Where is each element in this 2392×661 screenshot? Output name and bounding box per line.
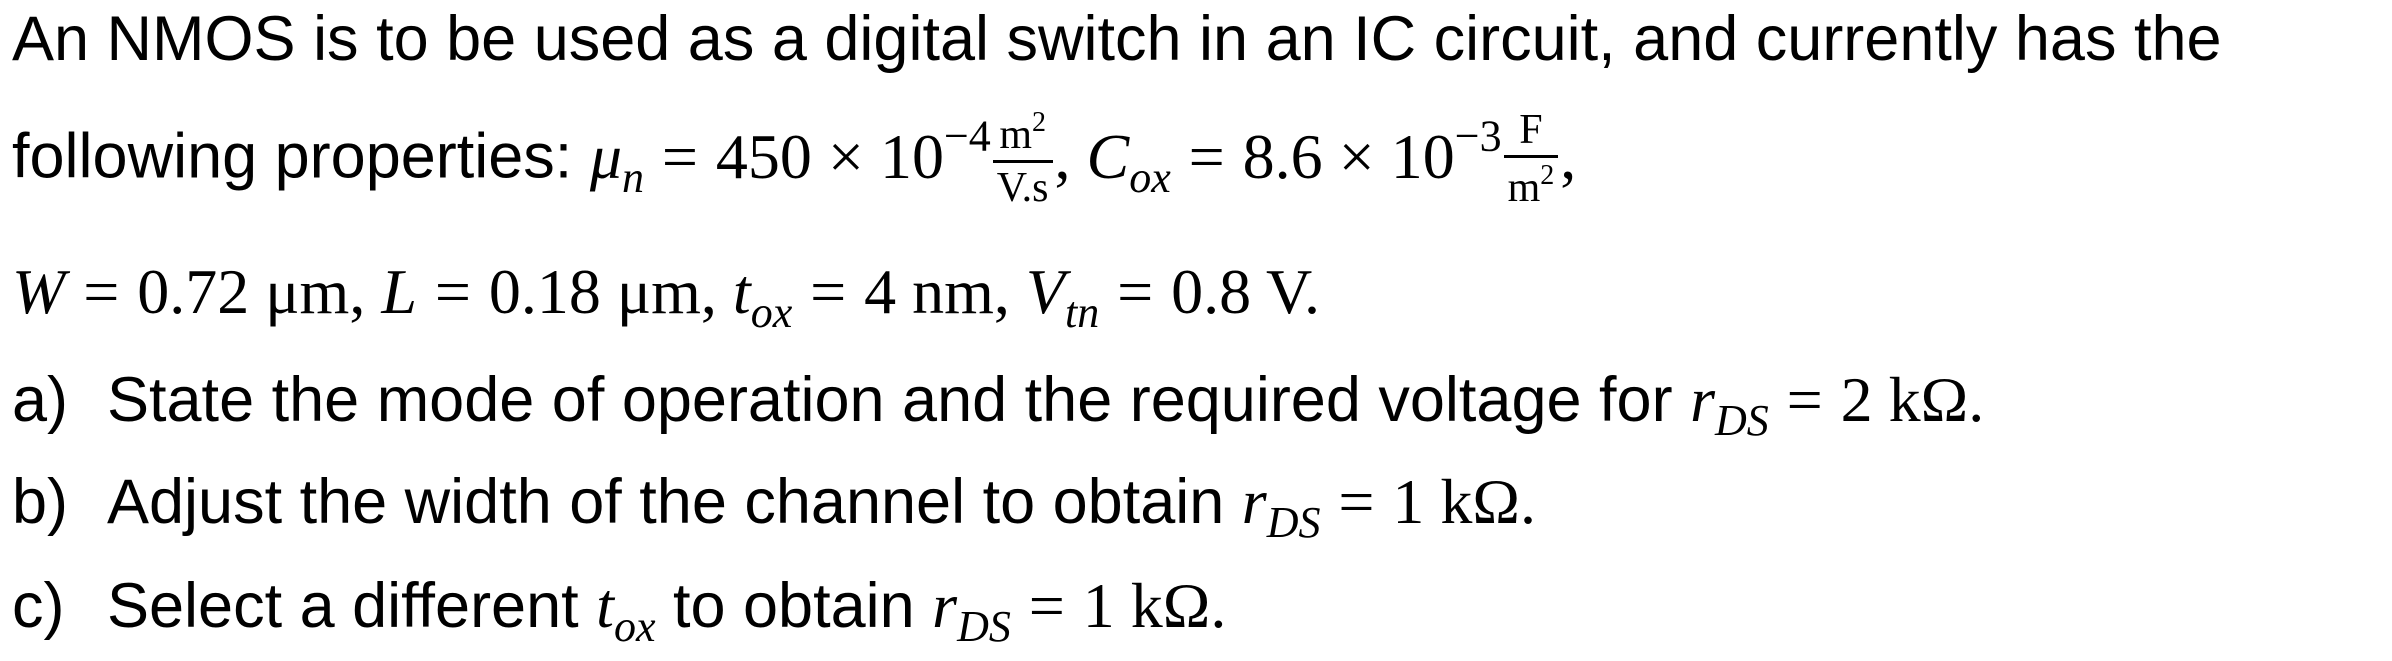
rds-subscript: DS: [957, 602, 1011, 652]
tox-expression: [596, 570, 656, 652]
equals-sign: =: [1786, 364, 1823, 435]
rds-subscript: DS: [1266, 498, 1321, 548]
cox-unit-fraction: [1504, 108, 1559, 210]
question-label: a): [12, 365, 69, 435]
equals-sign: =: [1028, 570, 1065, 641]
equals-sign: =: [83, 256, 120, 327]
rds-expression: [1241, 466, 1536, 548]
cox-unit-exp: 2: [1540, 160, 1555, 192]
vtn-value: 0.8 V.: [1171, 256, 1320, 327]
equals-sign: =: [434, 256, 471, 327]
intro-line-1: [12, 4, 2222, 74]
tox-subscript: ox: [750, 288, 793, 338]
tox-value: 4 nm,: [864, 256, 1026, 327]
question-text-before: Select a different: [107, 571, 597, 641]
question-text: State the mode of operation and the required voltage for: [107, 365, 1691, 435]
properties-label: following properties:: [12, 121, 590, 192]
width-value: 0.72 μm,: [137, 256, 382, 327]
mobility-unit-fraction: [993, 108, 1053, 210]
intro-text: An NMOS is to be used as a digital switch in an IC circuit, and currently has the: [12, 4, 2222, 74]
mobility-symbol: μ: [589, 120, 622, 192]
question-label: b): [12, 467, 69, 537]
rds-expression: [932, 570, 1227, 652]
cox-exponent: −3: [1454, 111, 1502, 161]
cox-unit-denominator: [1504, 158, 1559, 210]
rds-symbol: r: [932, 570, 958, 641]
equals-sign: =: [661, 120, 698, 192]
cox-subscript: ox: [1129, 152, 1171, 202]
mobility-unit-m: m: [999, 111, 1032, 158]
length-value: 0.18 μm,: [488, 256, 733, 327]
separator-comma-2: ,: [1560, 120, 1577, 192]
cox-unit-numerator: F: [1504, 108, 1559, 158]
mobility-unit-numerator: [993, 108, 1053, 163]
rds-value: 1 kΩ.: [1392, 466, 1536, 537]
rds-subscript: DS: [1714, 396, 1769, 446]
question-label: c): [12, 571, 65, 641]
rds-value: 2 kΩ.: [1840, 364, 1985, 435]
rds-symbol: r: [1241, 466, 1267, 537]
cox-value: 8.6 × 10: [1242, 120, 1455, 192]
mobility-exponent: −4: [943, 111, 991, 161]
equals-sign: =: [1188, 120, 1225, 192]
separator-comma: ,: [1054, 120, 1087, 192]
question-text: Adjust the width of the channel to obtain: [107, 467, 1242, 537]
length-symbol: L: [381, 256, 417, 327]
mobility-unit-denominator: V.s: [996, 164, 1049, 211]
problem-statement: [12, 0, 2382, 661]
question-b: [12, 466, 1536, 548]
mobility-expression: [589, 107, 1577, 211]
rds-expression: [1690, 364, 1985, 446]
equals-sign: =: [1117, 256, 1154, 327]
parameters-line: [12, 256, 1320, 338]
question-c: [12, 570, 1227, 652]
equals-sign: =: [1338, 466, 1375, 537]
question-text-after: to obtain: [655, 571, 933, 641]
mobility-value: 450 × 10: [715, 120, 944, 192]
tox-subscript: ox: [613, 602, 656, 652]
rds-symbol: r: [1690, 364, 1715, 435]
vtn-symbol: V: [1025, 256, 1065, 327]
cox-symbol: C: [1086, 120, 1130, 192]
intro-line-2: [12, 107, 1577, 214]
equals-sign: =: [810, 256, 847, 327]
mobility-subscript: n: [621, 152, 644, 202]
tox-symbol: t: [596, 570, 614, 641]
rds-value: 1 kΩ.: [1082, 570, 1227, 641]
tox-symbol: t: [732, 256, 751, 327]
width-symbol: W: [12, 256, 66, 327]
question-a: [12, 364, 1985, 446]
cox-unit-m: m: [1507, 164, 1541, 211]
vtn-subscript: tn: [1065, 288, 1100, 338]
mobility-unit-exp: 2: [1031, 107, 1046, 138]
